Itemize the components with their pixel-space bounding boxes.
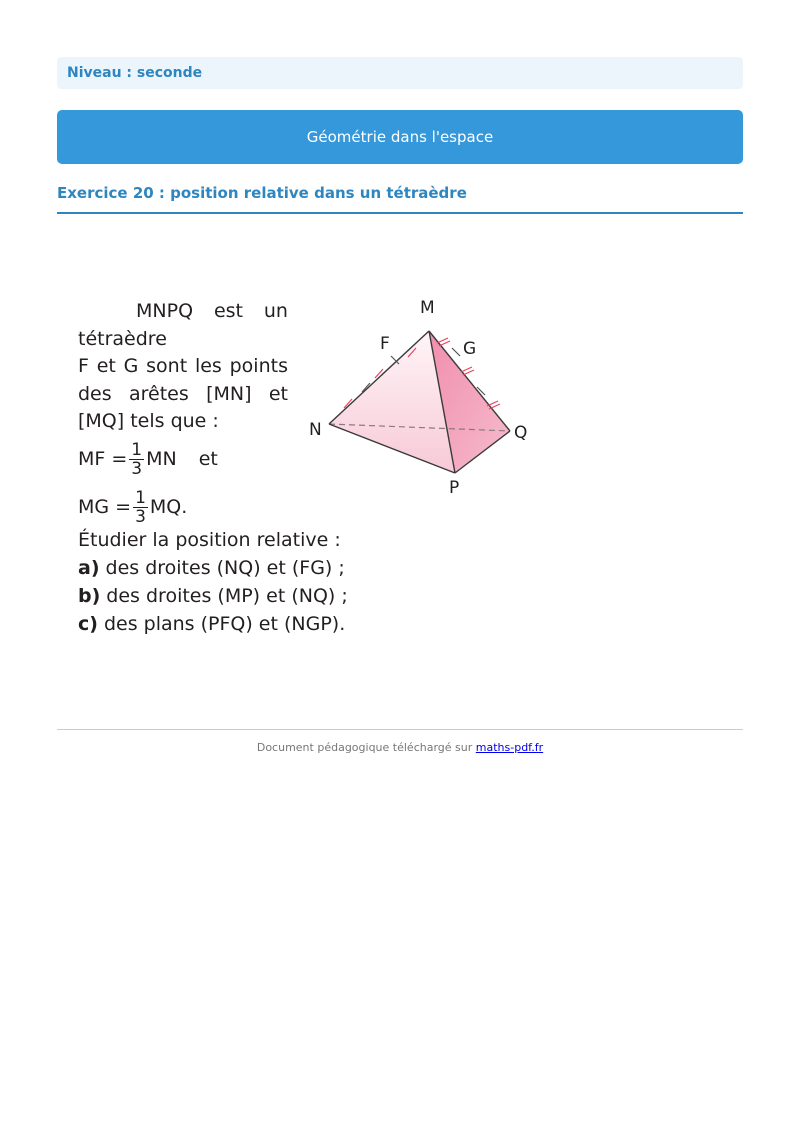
word: et xyxy=(96,355,116,377)
tetrahedron-svg xyxy=(300,288,540,503)
footer-link[interactable]: maths-pdf.fr xyxy=(475,741,544,754)
question-list xyxy=(78,526,348,638)
question-text: des plans (PFQ) et (NGP). xyxy=(103,613,346,635)
equation-rhs: MQ. xyxy=(149,495,188,518)
label-g: G xyxy=(463,339,477,359)
question-letter: b) xyxy=(78,585,101,607)
level-label: Niveau : seconde xyxy=(67,65,203,81)
statement-line-1 xyxy=(78,298,288,326)
word: [MN] xyxy=(206,382,252,405)
fraction xyxy=(133,489,148,526)
tetrahedron-figure xyxy=(300,288,540,503)
equation-lhs: MG = xyxy=(78,495,132,518)
question-letter: c) xyxy=(78,613,98,635)
chapter-banner xyxy=(57,110,743,164)
word: des xyxy=(78,382,112,405)
fraction-denominator: 3 xyxy=(131,459,143,479)
question-text: des droites (MP) et (NQ) ; xyxy=(106,585,348,607)
label-n: N xyxy=(309,420,322,440)
footer-divider xyxy=(57,729,743,730)
footer xyxy=(57,741,743,754)
mg-equation xyxy=(78,486,288,530)
fraction xyxy=(129,441,144,478)
exercise-title-text: Exercice 20 : position relative dans un tétraèdre xyxy=(57,184,467,202)
word: les xyxy=(194,355,222,377)
fraction-denominator: 3 xyxy=(135,507,146,527)
question-prompt: Étudier la position relative : xyxy=(78,529,341,551)
word: et xyxy=(268,382,288,405)
word: sont xyxy=(146,355,188,377)
statement-line-5: [MQ] tels que : xyxy=(78,410,219,432)
word: un xyxy=(263,300,288,322)
mf-equation xyxy=(78,438,288,482)
word: arêtes xyxy=(128,382,189,405)
word: F xyxy=(78,355,89,377)
question-letter: a) xyxy=(78,557,100,579)
label-q: Q xyxy=(514,423,528,443)
question-c xyxy=(78,610,348,638)
label-m: M xyxy=(420,298,435,318)
question-a xyxy=(78,554,348,582)
level-banner xyxy=(57,57,743,89)
fraction-numerator: 1 xyxy=(131,440,143,460)
word: G xyxy=(123,355,139,377)
equation-rhs: MN xyxy=(146,447,177,470)
label-f: F xyxy=(380,334,390,354)
label-p: P xyxy=(449,478,460,498)
statement-line-4 xyxy=(78,381,288,409)
word: est xyxy=(213,300,243,322)
statement-line-2: tétraèdre xyxy=(78,327,167,350)
statement-line-3 xyxy=(78,353,288,381)
word: et xyxy=(198,447,218,470)
question-text: des droites (NQ) et (FG) ; xyxy=(105,557,345,579)
exercise-statement xyxy=(78,298,288,534)
fraction-numerator: 1 xyxy=(135,488,146,508)
footer-text: Document pédagogique téléchargé sur xyxy=(256,741,473,754)
word: MNPQ xyxy=(136,300,194,322)
word: points xyxy=(229,355,288,377)
exercise-title xyxy=(57,184,743,214)
question-b xyxy=(78,582,348,610)
chapter-title: Géométrie dans l'espace xyxy=(306,128,494,146)
equation-lhs: MF = xyxy=(78,447,128,470)
tick-g xyxy=(452,348,460,356)
exercise-image xyxy=(70,288,540,648)
